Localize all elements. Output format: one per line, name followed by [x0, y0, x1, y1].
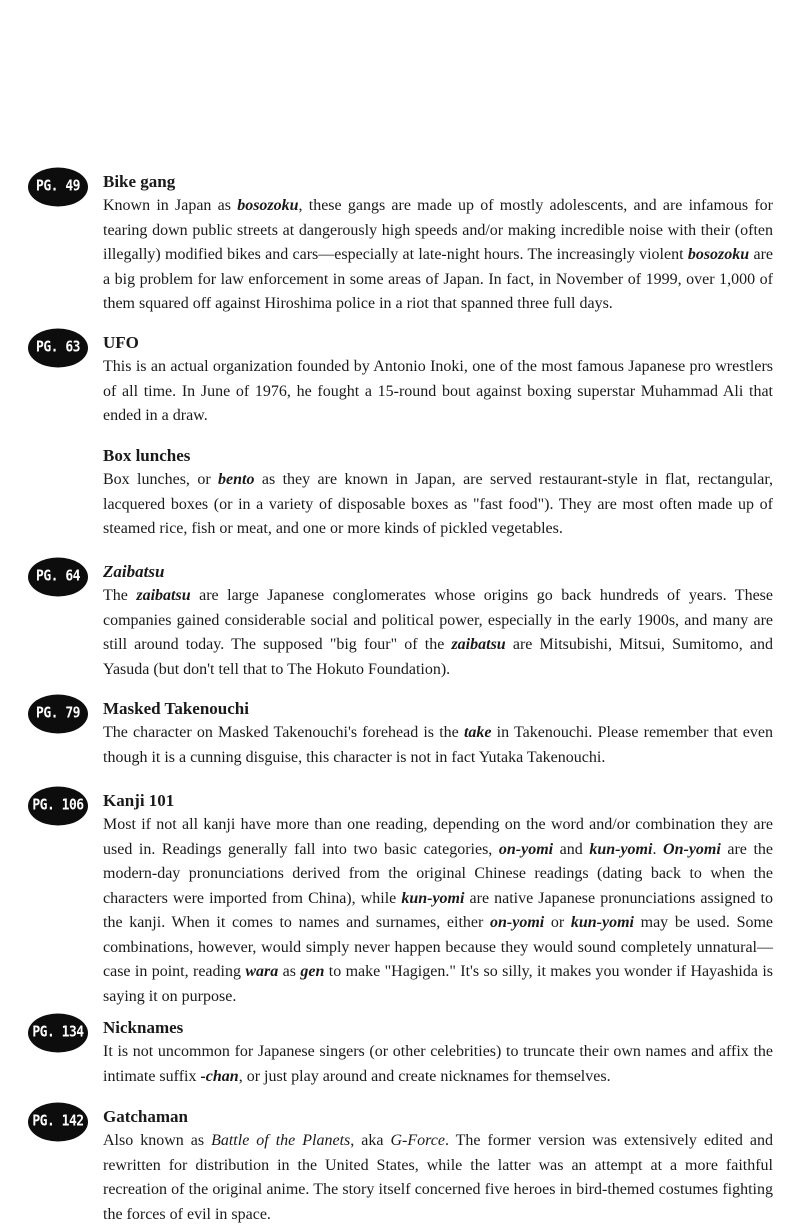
entry-title: Gatchaman: [103, 1107, 188, 1126]
entry-text: The zaibatsu are large Japanese conglomerates whose origins go back hundreds of years. These companies gained considerable social and political power, especially in the early 1900s, and many are still around today. The supposed "big four" of the zaibatsu are Mitsubishi, Mitsui, Sumitomo, and Yasuda (but don't tell that to The Hokuto Foundation).: [103, 587, 774, 678]
title-reference: G-Force: [390, 1132, 445, 1149]
entry-content: [103, 697, 773, 770]
entry-title: Zaibatsu: [103, 562, 165, 581]
term: bento: [218, 471, 255, 488]
term: wara: [245, 963, 279, 980]
entry-text: Also known as Battle of the Planets, aka G-Force. The former version was extensively edited and rewritten for distribution in the United States, while the latter was an attempt at a more faithful recreation of the original anime. The story itself concerned five heroes in bird-themed costumes fighting the forces of evil in space.: [103, 1132, 774, 1223]
entry-content: [103, 560, 773, 682]
title-reference: Battle of the Planets: [211, 1132, 351, 1149]
entry-content: [103, 1105, 773, 1227]
entry-content: [103, 789, 773, 1009]
entry-text: This is an actual organization founded by Antonio Inoki, one of the most famous Japanese pro wrestlers of all time. In June of 1976, he fought a 15-round bout against boxing superstar Muhammad Ali that ended in a draw.: [103, 358, 773, 424]
entry-content: [103, 170, 773, 317]
entry-title: Bike gang: [103, 172, 176, 191]
page-ref-badge: PG. 63: [28, 328, 88, 367]
term: -chan: [200, 1067, 239, 1085]
entry-text: Box lunches, or bento as they are known in Japan, are served restaurant-style in flat, rectangular, lacquered boxes (or in a variety of disposable boxes as "fast food"). They are most often made up of steamed rice, fish or meat, and one or more kinds of pickled vegetables.: [103, 471, 774, 537]
entry-title: UFO: [103, 333, 139, 352]
page-ref-badge: PG. 49: [28, 167, 88, 206]
page-ref-badge: PG. 79: [28, 694, 88, 733]
term: on-yomi: [498, 840, 554, 858]
entry-content: [103, 1016, 773, 1089]
term: zaibatsu: [451, 636, 506, 653]
term: on-yomi: [490, 914, 545, 931]
entry-title: Kanji 101: [103, 791, 175, 810]
entry-content: [103, 444, 773, 542]
term: take: [463, 724, 492, 741]
entry-text: The character on Masked Takenouchi's forehead is the take in Takenouchi. Please remember that even though it is a cunning disguise, this character is not in fact Yutaka Takenouchi.: [103, 724, 774, 766]
page-ref-badge: PG. 64: [28, 557, 88, 596]
page-ref-badge: PG. 134: [28, 1013, 88, 1052]
term: bosozoku: [237, 197, 299, 214]
term: bosozoku: [687, 246, 750, 263]
term: kun-yomi: [570, 914, 634, 931]
entry-text: Known in Japan as bosozoku, these gangs are made up of mostly adolescents, and are infamous for tearing down public streets at dangerously high speeds and/or making incredible noise with their (often illegally) modified bikes and cars—especially at late-night hours. The increasingly violent bosozoku are a big problem for law enforcement in some areas of Japan. In fact, in November of 1999, over 1,000 of them squared off against Hiroshima police in a riot that spanned three full days.: [103, 197, 774, 312]
page-ref-badge: PG. 142: [28, 1102, 88, 1141]
entry-text: Most if not all kanji have more than one reading, depending on the word and/or combination they are used in. Readings generally fall into two basic categories, on-yomi and kun-yomi. On-yomi are the modern-day pronunciations derived from the original Chinese readings (dating back to when the characters were imported from China), while kun-yomi are native Japanese pronunciations assigned to the kanji. When it comes to names and surnames, either on-yomi or kun-yomi may be used. Some combinations, however, would simply never happen because they would sound completely unnatural—case in point, reading wara as gen to make "Hagigen." It's so silly, it makes you wonder if Hayashida is saying it on purpose.: [103, 816, 774, 1005]
entry-content: [103, 331, 773, 429]
term: kun-yomi: [589, 840, 653, 858]
entry-title: Nicknames: [103, 1018, 184, 1037]
entry-text: It is not uncommon for Japanese singers (or other celebrities) to truncate their own names and affix the intimate suffix -chan, or just play around and create nicknames for themselves.: [103, 1043, 773, 1085]
term: zaibatsu: [136, 587, 191, 604]
entry-title: Box lunches: [103, 446, 191, 465]
page-ref-badge: PG. 106: [28, 786, 88, 825]
entry-title: Masked Takenouchi: [103, 699, 249, 718]
term: On-yomi: [663, 840, 721, 858]
term: kun-yomi: [401, 889, 465, 907]
term: gen: [300, 963, 325, 980]
